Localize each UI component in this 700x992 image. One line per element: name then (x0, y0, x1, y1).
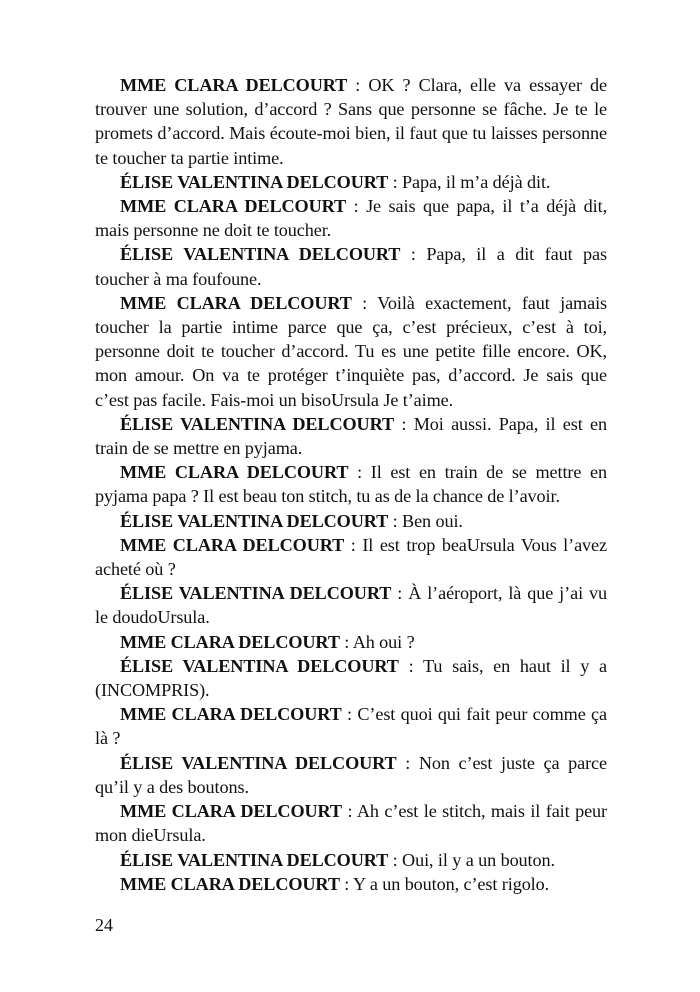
dialogue-text: Il est en train de se mettre en pyjama papa ? Il est beau ton stitch, tu as de la chance de l’avoir. (95, 462, 607, 507)
speaker-name: ÉLISE VALENTINA DELCOURT (120, 583, 392, 604)
separator: : (346, 196, 367, 217)
dialogue-text: Ben oui. (402, 510, 463, 531)
speaker-name: ÉLISE VALENTINA DELCOURT (120, 244, 401, 265)
dialogue-line (95, 848, 607, 872)
speaker-name: MME CLARA DELCOURT (120, 292, 352, 313)
page-number: 24 (95, 915, 113, 935)
speaker-name: ÉLISE VALENTINA DELCOURT (120, 752, 397, 773)
separator: : (341, 801, 357, 822)
separator: : (341, 704, 358, 725)
speaker-name: ÉLISE VALENTINA DELCOURT (120, 413, 395, 434)
separator: : (344, 534, 363, 555)
transcript-body (95, 73, 607, 896)
dialogue-text: Oui, il y a un bouton. (402, 849, 555, 870)
separator: : (394, 413, 414, 434)
separator: : (388, 171, 403, 192)
dialogue-line (95, 702, 607, 750)
dialogue-line (95, 170, 607, 194)
speaker-name: MME CLARA DELCOURT (120, 704, 342, 725)
separator: : (348, 462, 371, 483)
dialogue-line (95, 533, 607, 581)
dialogue-line (95, 630, 607, 654)
speaker-name: ÉLISE VALENTINA DELCOURT (120, 171, 389, 192)
speaker-name: MME CLARA DELCOURT (120, 873, 340, 894)
speaker-name: MME CLARA DELCOURT (120, 462, 349, 483)
speaker-name: ÉLISE VALENTINA DELCOURT (120, 849, 389, 870)
separator: : (398, 655, 423, 676)
dialogue-text: Papa, il m’a déjà dit. (402, 171, 551, 192)
separator: : (391, 583, 409, 604)
speaker-name: MME CLARA DELCOURT (120, 631, 340, 652)
dialogue-line (95, 581, 607, 629)
dialogue-text: Je sais que papa, il t’a déjà dit, mais personne ne doit te toucher. (95, 196, 608, 241)
separator: : (339, 631, 353, 652)
separator: : (347, 75, 369, 95)
speaker-name: MME CLARA DELCOURT (120, 534, 345, 555)
dialogue-line (95, 799, 607, 847)
dialogue-text: Non c’est juste ça parce qu’il y a des boutons. (95, 752, 607, 797)
dialogue-text: Tu sais, en haut il y a (INCOMPRIS). (95, 655, 607, 701)
dialogue-line (95, 509, 607, 533)
dialogue-line (95, 654, 607, 702)
separator: : (388, 849, 403, 870)
separator: : (339, 873, 354, 894)
dialogue-text: Ah oui ? (352, 631, 415, 652)
dialogue-text: Voilà exactement, faut jamais toucher la partie intime parce que ça, c’est précieux, c’est à toi, personne doit te toucher d’accord. Tu es une petite fille encore. OK, mon amour. On va te protéger t’inquiète pas, d’accord. Je sais que c’est pas facile. Fais-moi un bisoUrsula Je t’aime. (95, 292, 607, 410)
dialogue-line (95, 872, 607, 896)
dialogue-line (95, 460, 607, 508)
dialogue-text: Il est trop beaUrsula Vous l’avez acheté où ? (95, 534, 608, 580)
dialogue-text: OK ? Clara, elle va essayer de trouver une solution, d’accord ? Sans que personne se fâche. Je te le promets d’accord. Mais écoute-moi bien, il faut que tu laisses personne te toucher ta partie intime. (95, 75, 607, 168)
dialogue-text: À l’aéroport, là que j’ai vu le doudoUrsula. (95, 583, 607, 628)
dialogue-line (95, 242, 607, 290)
dialogue-text: Ah c’est le stitch, mais il fait peur mon dieUrsula. (95, 801, 607, 846)
dialogue-line (95, 291, 607, 412)
speaker-name: MME CLARA DELCOURT (120, 196, 347, 217)
speaker-name: MME CLARA DELCOURT (120, 801, 342, 822)
separator: : (400, 244, 427, 265)
dialogue-line (95, 412, 607, 460)
separator: : (388, 510, 403, 531)
dialogue-line (95, 751, 607, 799)
dialogue-line (95, 73, 607, 170)
speaker-name: MME CLARA DELCOURT (120, 75, 348, 95)
dialogue-text: C’est quoi qui fait peur comme ça là ? (95, 704, 607, 749)
separator: : (396, 752, 419, 773)
dialogue-text: Papa, il a dit faut pas toucher à ma foufoune. (95, 244, 607, 289)
dialogue-line (95, 194, 607, 242)
separator: : (351, 292, 378, 313)
dialogue-text: Moi aussi. Papa, il est en train de se mettre en pyjama. (95, 413, 607, 459)
speaker-name: ÉLISE VALENTINA DELCOURT (120, 510, 389, 531)
speaker-name: ÉLISE VALENTINA DELCOURT (120, 655, 399, 676)
dialogue-text: Y a un bouton, c’est rigolo. (353, 873, 550, 894)
